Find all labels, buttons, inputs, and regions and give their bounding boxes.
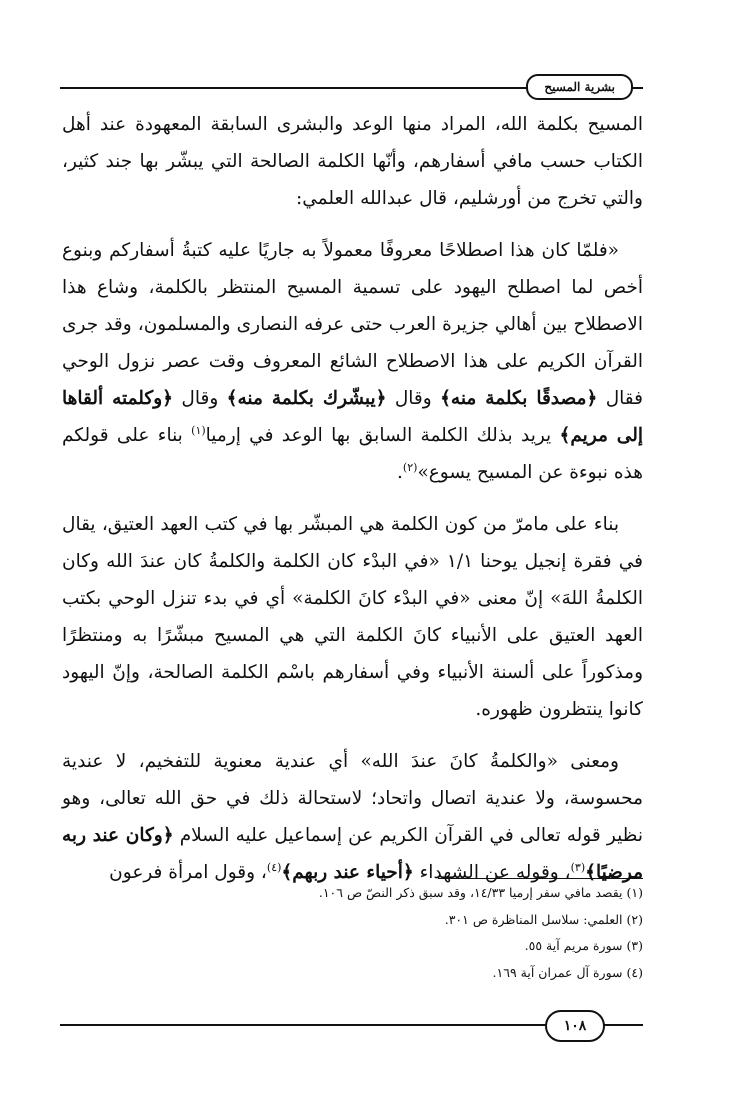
- page-body: [62, 106, 643, 906]
- paragraph-2: [62, 232, 643, 491]
- paragraph-2-and-1: وقال: [386, 388, 441, 409]
- paragraph-2-and-2: وقال: [173, 388, 227, 409]
- paragraph-4-text-a: ومعنى «والكلمةُ كانَ عندَ الله» أي عندية معنوية للتفخيم، لا عندية محسوسة، ولا عندية اتصال واتحاد؛ لاستحالة ذلك في حق الله تعالى، وهو نظير قوله تعالى في القرآن الكريم عن إسماعيل عليه السلام: [62, 751, 643, 846]
- paragraph-4-text-c: ، وقول امرأة فرعون: [109, 862, 267, 883]
- paragraph-4: [62, 743, 643, 891]
- paragraph-2-end: .: [397, 462, 403, 483]
- footnote-3: (٣) سورة مريم آية ٥٥.: [524, 938, 643, 953]
- quran-quote-3: ﴿وكلمته ألقاها إلى مريم﴾: [62, 388, 643, 446]
- quran-quote-1: ﴿مصدقًا بكلمة منه﴾: [440, 388, 598, 409]
- paragraph-3: بناء على مامرّ من كون الكلمة هي المبشّر بها في كتب العهد العتيق، يقال في فقرة إنجيل يوحنا ١/١ «في البدْء كان الكلمة والكلمةُ كان عندَ الله وكان الكلمةُ اللهَ» إنّ معنى «في البدْء كانَ الكلمة» أي في بدء تنزل الوحي بكتب العهد العتيق على الأنبياء كانَ الكلمة التي هي المسيح مبشّرًا به ومنتظرًا ومذكوراً على ألسنة الأنبياء وفي أسفارهم باسْم الكلمة الصالحة، وإنّ اليهود كانوا ينتظرون ظهوره.: [62, 514, 643, 720]
- page-number: ١٠٨: [545, 1010, 605, 1042]
- paragraph-1: المسيح بكلمة الله، المراد منها الوعد والبشرى السابقة المعهودة عند أهل الكتاب حسب مافي أسفارهم، وأنّها الكلمة الصالحة التي يبشّر بها جند كثير، والتي تخرج من أورشليم، قال عبدالله العلمي:: [62, 114, 643, 209]
- footnote-2: (٢) العلمي: سلاسل المناظرة ص ٣٠١.: [444, 911, 643, 927]
- footnote-ref-4: (٤): [266, 860, 282, 874]
- footnotes: [62, 880, 643, 986]
- page-footer: [60, 1010, 643, 1040]
- running-title: بشرية المسيح: [526, 74, 633, 100]
- footnote-separator: [438, 878, 643, 879]
- footnote-ref-3: (٣): [570, 860, 586, 874]
- page-header: [60, 74, 643, 94]
- paragraph-2-text-b: يريد بذلك الكلمة السابق بها الوعد في إرميا: [205, 425, 560, 446]
- footnote-ref-1: (١): [191, 423, 206, 437]
- paragraph-2-text-a: «فلمّا كان هذا اصطلاحًا معروفًا معمولاً به جاريًا عليه كتبةُ أسفاركم وبنوع أخص لما اصطلح اليهود على تسمية المسيح المنتظر بالكلمة، وشاع هذا الاصطلاح بين أهالي جزيرة العرب حتى عرفه النصارى والمسلمون، وقد جرى القرآن الكريم على هذا الاصطلاح الشائع المعروف وقت عصر نزول الوحي فقال: [62, 240, 643, 409]
- quran-quote-4: ﴿وكان عند ربه مرضيًا﴾: [62, 825, 643, 883]
- quran-quote-5: ﴿أحياء عند ربهم﴾: [281, 862, 414, 883]
- quran-quote-2: ﴿يبشّرك بكلمة منه﴾: [226, 388, 387, 409]
- footnote-1: (١) يقصد مافي سفر إرميا ١٤/٣٣، وقد سبق ذكر النصّ ص ١٠٦.: [318, 885, 643, 900]
- paragraph-2-text-c: بناء على قولكم هذه نبوءة عن المسيح يسوع»: [62, 425, 643, 483]
- paragraph-4-text-b: ، وقوله عن الشهداء: [413, 862, 571, 883]
- footnote-4: (٤) سورة آل عمران آية ١٦٩.: [492, 964, 643, 980]
- footnote-ref-2: (٢): [402, 460, 418, 474]
